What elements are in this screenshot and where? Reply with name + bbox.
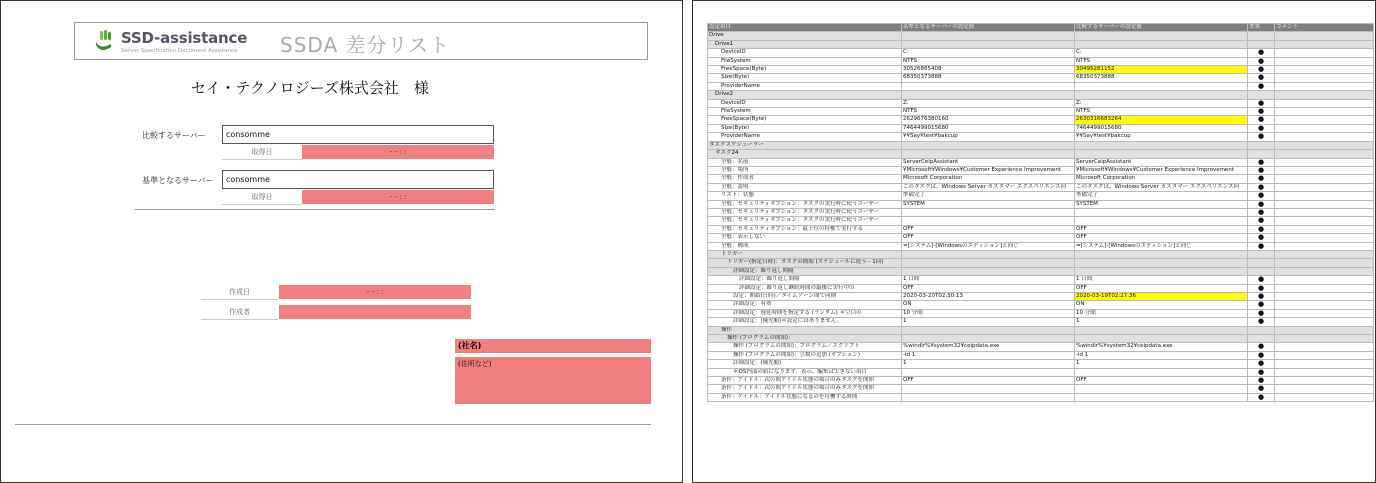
comment-cell [1275, 377, 1374, 385]
comment-cell [1275, 183, 1374, 191]
setting-name: ＊OS内部の値になります。表示、編集はできない項目 [708, 368, 902, 376]
comment-cell [1275, 49, 1374, 57]
comment-cell [1275, 99, 1374, 107]
compare-value: -id 1 [1075, 351, 1248, 359]
difference-marker: ● [1248, 385, 1275, 393]
comment-cell [1275, 91, 1374, 99]
setting-name: 詳細設定：遅延時間を指定する (ランダム) ＊空白の [708, 309, 902, 317]
table-row [708, 284, 1374, 292]
comment-cell [1275, 385, 1374, 393]
compare-value [1075, 393, 1248, 401]
comment-cell [1275, 335, 1374, 343]
difference-marker: ● [1248, 293, 1275, 301]
comment-cell [1275, 192, 1374, 200]
difference-marker: ● [1248, 208, 1275, 216]
setting-name: 操作 (プログラムの開始)：引数の追加 (オプション) [708, 351, 902, 359]
table-row [708, 351, 1374, 359]
difference-marker: ● [1248, 301, 1275, 309]
table-row [708, 124, 1374, 132]
author-value [279, 305, 471, 319]
setting-name: 条件：アイドル：アイドル状態になるのを待機する時間 [708, 393, 902, 401]
setting-name: 全般：セキュリティオプション：タスクの実行時に使うユーザー [708, 208, 902, 216]
comment-cell [1275, 108, 1374, 116]
setting-name: 全般：表示しない [708, 234, 902, 242]
setting-name: FreeSpace(Byte) [708, 116, 902, 124]
table-row [708, 368, 1374, 376]
base-value: 10 分間 [902, 309, 1075, 317]
column-header: 差異 [1248, 24, 1275, 32]
table-row [708, 166, 1374, 174]
setting-name: ProviderName [708, 133, 902, 141]
comment-cell [1275, 74, 1374, 82]
setting-name: DeviceID [708, 99, 902, 107]
compare-value [1075, 40, 1248, 48]
difference-marker: ● [1248, 234, 1275, 242]
difference-marker: ● [1248, 66, 1275, 74]
compare-value [1075, 335, 1248, 343]
base-value: このタスクは、Windows Server カスタマー エクスペリエンス向 [902, 183, 1075, 191]
setting-name: トリガー(指定日時)：タスクの開始 (スケジュールに従う - 1回) [708, 259, 902, 267]
compare-value [1075, 385, 1248, 393]
difference-marker: ● [1248, 158, 1275, 166]
table-header-row [708, 24, 1374, 32]
setting-name: 全般：作成者 [708, 175, 902, 183]
difference-marker: ● [1248, 166, 1275, 174]
base-value: 1 [902, 318, 1075, 326]
brand-subtitle: Server Specification Document Assistance [121, 48, 238, 54]
difference-marker [1248, 326, 1275, 334]
base-server-value: consomme [222, 170, 494, 189]
comment-cell [1275, 309, 1374, 317]
table-row [708, 175, 1374, 183]
difference-marker: ● [1248, 225, 1275, 233]
compare-date-value: - - : : [302, 145, 494, 159]
base-value [902, 250, 1075, 258]
compare-value: このタスクは、Windows Server カスタマー エクスペリエンス向 [1075, 183, 1248, 191]
base-date-label: 取得日 [222, 190, 302, 205]
base-value [902, 393, 1075, 401]
compare-value: =[システム]-[Windowsのエディション]と同じ [1075, 242, 1248, 250]
table-row [708, 242, 1374, 250]
table-row [708, 200, 1374, 208]
base-value: 2629676380160 [902, 116, 1075, 124]
table-row [708, 267, 1374, 275]
compare-value [1075, 326, 1248, 334]
setting-name: 全般：セキュリティオプション：タスクの実行時に使うユーザー [708, 200, 902, 208]
table-row [708, 66, 1374, 74]
table-row [708, 293, 1374, 301]
setting-name: FileSystem [708, 57, 902, 65]
compare-value [1075, 141, 1248, 149]
comment-cell [1275, 343, 1374, 351]
comment-cell [1275, 242, 1374, 250]
logo-icon [95, 30, 113, 52]
bottom-rule [15, 424, 651, 425]
base-value: =[システム]-[Windowsのエディション]と同じ [902, 242, 1075, 250]
compare-value: 30495281152 [1075, 66, 1248, 74]
comment-cell [1275, 133, 1374, 141]
difference-marker [1248, 40, 1275, 48]
compare-value [1075, 217, 1248, 225]
client-company: セイ・テクノロジーズ株式会社 様 [191, 79, 429, 97]
table-row [708, 91, 1374, 99]
comment-cell [1275, 217, 1374, 225]
table-row [708, 192, 1374, 200]
table-row [708, 360, 1374, 368]
comment-cell [1275, 351, 1374, 359]
compare-value: 1 [1075, 360, 1248, 368]
table-row [708, 74, 1374, 82]
base-value: 68350373888 [902, 74, 1075, 82]
difference-marker: ● [1248, 133, 1275, 141]
setting-name: DeviceID [708, 49, 902, 57]
setting-name: 操作 (プログラムの開始)：プログラム／スクリプト [708, 343, 902, 351]
difference-marker: ● [1248, 318, 1275, 326]
table-row [708, 116, 1374, 124]
setting-name: Size(Byte) [708, 74, 902, 82]
compare-value [1075, 150, 1248, 158]
table-row [708, 208, 1374, 216]
comment-cell [1275, 318, 1374, 326]
table-row [708, 158, 1374, 166]
table-row [708, 141, 1374, 149]
base-value [902, 40, 1075, 48]
difference-marker: ● [1248, 57, 1275, 65]
base-value: OFF [902, 225, 1075, 233]
comment-cell [1275, 301, 1374, 309]
difference-marker: ● [1248, 242, 1275, 250]
compare-value [1075, 82, 1248, 90]
setting-name: FileSystem [708, 108, 902, 116]
difference-marker: ● [1248, 276, 1275, 284]
table-row [708, 301, 1374, 309]
difference-marker: ● [1248, 108, 1275, 116]
difference-marker: ● [1248, 284, 1275, 292]
base-value: ¥¥Say¥test¥bakcup [902, 133, 1075, 141]
base-value [902, 91, 1075, 99]
difference-marker: ● [1248, 217, 1275, 225]
compare-value: ¥¥Say¥test¥bakcup [1075, 133, 1248, 141]
difference-marker [1248, 150, 1275, 158]
table-row [708, 250, 1374, 258]
setting-name: 操作 [708, 326, 902, 334]
table-row [708, 108, 1374, 116]
setting-name: Drive [708, 32, 902, 40]
difference-marker: ● [1248, 175, 1275, 183]
base-value [902, 150, 1075, 158]
base-value [902, 259, 1075, 267]
comment-cell [1275, 150, 1374, 158]
column-header: コメント [1275, 24, 1374, 32]
comment-cell [1275, 57, 1374, 65]
table-row [708, 82, 1374, 90]
setting-name: 全般：セキュリティオプション：タスクの実行時に使うユーザー [708, 217, 902, 225]
comment-cell [1275, 368, 1374, 376]
base-value [902, 368, 1075, 376]
compare-server-value: consomme [222, 125, 494, 144]
compare-value: 10 分間 [1075, 309, 1248, 317]
divider [135, 209, 495, 210]
setting-name: 設定：開始(日時)／タイムゾーン間で同期 [708, 293, 902, 301]
base-value [902, 217, 1075, 225]
comment-cell [1275, 326, 1374, 334]
comment-cell [1275, 175, 1374, 183]
base-value [902, 267, 1075, 275]
base-value: ON [902, 301, 1075, 309]
compare-value: OFF [1075, 225, 1248, 233]
created-date-label: 作成日 [201, 285, 278, 300]
base-value: NTFS [902, 57, 1075, 65]
table-row [708, 259, 1374, 267]
compare-value: SYSTEM [1075, 200, 1248, 208]
comment-cell [1275, 200, 1374, 208]
table-row [708, 99, 1374, 107]
compare-value [1075, 250, 1248, 258]
difference-marker: ● [1248, 74, 1275, 82]
setting-name: 全般：構成 [708, 242, 902, 250]
base-value [902, 385, 1075, 393]
comment-cell [1275, 360, 1374, 368]
comment-cell [1275, 32, 1374, 40]
base-value: C: [902, 49, 1075, 57]
base-value: ServerCeipAssistant [902, 158, 1075, 166]
base-value [902, 82, 1075, 90]
setting-name: 条件：アイドル：次の間アイドル状態の場合のみタスクを開始 [708, 385, 902, 393]
compare-date-label: 取得日 [222, 145, 302, 160]
compare-value: %windir%¥system32¥ceipdata.exe [1075, 343, 1248, 351]
diff-table [707, 23, 1374, 402]
setting-name: 全般：セキュリティオプション：最上位の特権で実行する [708, 225, 902, 233]
compare-value: 7464499015680 [1075, 124, 1248, 132]
comment-cell [1275, 124, 1374, 132]
difference-marker: ● [1248, 360, 1275, 368]
compare-value: 68350373888 [1075, 74, 1248, 82]
table-row [708, 234, 1374, 242]
compare-value: NTFS [1075, 57, 1248, 65]
base-value: Z: [902, 99, 1075, 107]
comment-cell [1275, 116, 1374, 124]
compare-value: Microsoft Corporation [1075, 175, 1248, 183]
setting-name: 操作 (プログラムの開始)： [708, 335, 902, 343]
difference-marker [1248, 141, 1275, 149]
setting-name: タスクスケジューラー [708, 141, 902, 149]
compare-value: C: [1075, 49, 1248, 57]
difference-marker: ● [1248, 351, 1275, 359]
table-row [708, 225, 1374, 233]
base-value [902, 32, 1075, 40]
table-row [708, 183, 1374, 191]
comment-cell [1275, 40, 1374, 48]
table-row [708, 150, 1374, 158]
compare-value: 1 [1075, 318, 1248, 326]
company-name-box: (社名) [455, 339, 651, 353]
setting-name: 詳細設定：(優先順)＊設定にはありません。 [708, 318, 902, 326]
comment-cell [1275, 250, 1374, 258]
compare-value [1075, 259, 1248, 267]
setting-name: トリガー [708, 250, 902, 258]
difference-marker [1248, 335, 1275, 343]
comment-cell [1275, 141, 1374, 149]
table-row [708, 385, 1374, 393]
base-server-label: 基準となるサーバー [142, 176, 214, 185]
cover-page [0, 0, 683, 483]
base-value: OFF [902, 284, 1075, 292]
comment-cell [1275, 259, 1374, 267]
base-value: 2020-03-20T02:30:13 [902, 293, 1075, 301]
table-row [708, 276, 1374, 284]
setting-name: 全般：場所 [708, 166, 902, 174]
table-row [708, 318, 1374, 326]
base-value: 7464499015680 [902, 124, 1075, 132]
compare-value: NTFS [1075, 108, 1248, 116]
table-row [708, 57, 1374, 65]
comment-cell [1275, 284, 1374, 292]
difference-marker: ● [1248, 124, 1275, 132]
difference-marker [1248, 32, 1275, 40]
compare-value [1075, 32, 1248, 40]
table-row [708, 309, 1374, 317]
diff-page [692, 0, 1376, 483]
difference-marker [1248, 91, 1275, 99]
base-value [902, 335, 1075, 343]
table-row [708, 343, 1374, 351]
compare-value: 2020-03-19T02:27:36 [1075, 293, 1248, 301]
table-row [708, 32, 1374, 40]
base-value: NTFS [902, 108, 1075, 116]
table-row [708, 393, 1374, 401]
difference-marker: ● [1248, 116, 1275, 124]
comment-cell [1275, 166, 1374, 174]
column-header: 基準となるサーバーの設定値 [902, 24, 1075, 32]
difference-marker: ● [1248, 200, 1275, 208]
base-value: 準備完了 [902, 192, 1075, 200]
compare-value: 準備完了 [1075, 192, 1248, 200]
difference-marker: ● [1248, 368, 1275, 376]
table-row [708, 377, 1374, 385]
comment-cell [1275, 66, 1374, 74]
comment-cell [1275, 393, 1374, 401]
comment-cell [1275, 82, 1374, 90]
difference-marker: ● [1248, 183, 1275, 191]
base-value: Microsoft Corporation [902, 175, 1075, 183]
compare-value: ¥Microsoft¥Windows¥Customer Experience Improvement [1075, 166, 1248, 174]
compare-value: ON [1075, 301, 1248, 309]
compare-value: Z: [1075, 99, 1248, 107]
comment-cell [1275, 208, 1374, 216]
comment-cell [1275, 225, 1374, 233]
created-date-value: - - : : [279, 285, 471, 299]
compare-value: 1 日間 [1075, 276, 1248, 284]
difference-marker [1248, 259, 1275, 267]
setting-name: 詳細設定：繰り返し間隔 [708, 267, 902, 275]
comment-cell [1275, 234, 1374, 242]
base-value: 1 日間 [902, 276, 1075, 284]
setting-name: 全般：名前 [708, 158, 902, 166]
base-value: OFF [902, 377, 1075, 385]
setting-name: タスク24 [708, 150, 902, 158]
comment-cell [1275, 158, 1374, 166]
base-value: OFF [902, 234, 1075, 242]
difference-marker: ● [1248, 309, 1275, 317]
base-value: %windir%¥system32¥ceipdata.exe [902, 343, 1075, 351]
address-box: (住所など) [455, 357, 651, 404]
comment-cell [1275, 276, 1374, 284]
base-value [902, 326, 1075, 334]
difference-marker: ● [1248, 49, 1275, 57]
column-header: 比較するサーバーの設定値 [1075, 24, 1248, 32]
difference-marker: ● [1248, 99, 1275, 107]
document-title: SSDA 差分リスト [280, 33, 451, 57]
setting-name: 詳細設定：繰り返し継続時間の最後に実行中の [708, 284, 902, 292]
table-row [708, 133, 1374, 141]
setting-name: 条件：アイドル：次の間アイドル状態の場合のみタスクを開始 [708, 377, 902, 385]
setting-name: 詳細設定：有効 [708, 301, 902, 309]
base-value: SYSTEM [902, 200, 1075, 208]
difference-marker: ● [1248, 192, 1275, 200]
comment-cell [1275, 293, 1374, 301]
base-value [902, 208, 1075, 216]
compare-value: 2630316683264 [1075, 116, 1248, 124]
compare-value: OFF [1075, 234, 1248, 242]
setting-name: 詳細設定：(優先順) [708, 360, 902, 368]
setting-name: Size(Byte) [708, 124, 902, 132]
compare-value [1075, 208, 1248, 216]
compare-value [1075, 267, 1248, 275]
base-value: 30526865408 [902, 66, 1075, 74]
base-date-value: - - : : [302, 190, 494, 204]
compare-value [1075, 368, 1248, 376]
difference-marker: ● [1248, 393, 1275, 401]
compare-value: ServerCeipAssistant [1075, 158, 1248, 166]
setting-name: Drive2 [708, 91, 902, 99]
base-value: ¥Microsoft¥Windows¥Customer Experience Improvement [902, 166, 1075, 174]
compare-server-label: 比較するサーバー [142, 131, 206, 140]
table-row [708, 335, 1374, 343]
difference-marker: ● [1248, 82, 1275, 90]
base-value: -id 1 [902, 351, 1075, 359]
table-row [708, 49, 1374, 57]
setting-name: リスト：状態 [708, 192, 902, 200]
author-label: 作成者 [201, 305, 278, 320]
setting-name: FreeSpace(Byte) [708, 66, 902, 74]
setting-name: 全般：説明 [708, 183, 902, 191]
compare-value: OFF [1075, 284, 1248, 292]
brand-name: SSD-assistance [121, 29, 248, 47]
comment-cell [1275, 267, 1374, 275]
compare-value [1075, 91, 1248, 99]
setting-name: 詳細設定：繰り返し間隔 [708, 276, 902, 284]
difference-marker: ● [1248, 343, 1275, 351]
cover-header [74, 22, 648, 60]
base-value: 1 [902, 360, 1075, 368]
column-header: 設定項目 [708, 24, 902, 32]
difference-marker [1248, 267, 1275, 275]
setting-name: ProviderName [708, 82, 902, 90]
table-row [708, 40, 1374, 48]
setting-name: Drive1 [708, 40, 902, 48]
difference-marker [1248, 250, 1275, 258]
table-row [708, 217, 1374, 225]
difference-marker: ● [1248, 377, 1275, 385]
base-value [902, 141, 1075, 149]
table-row [708, 326, 1374, 334]
compare-value: OFF [1075, 377, 1248, 385]
